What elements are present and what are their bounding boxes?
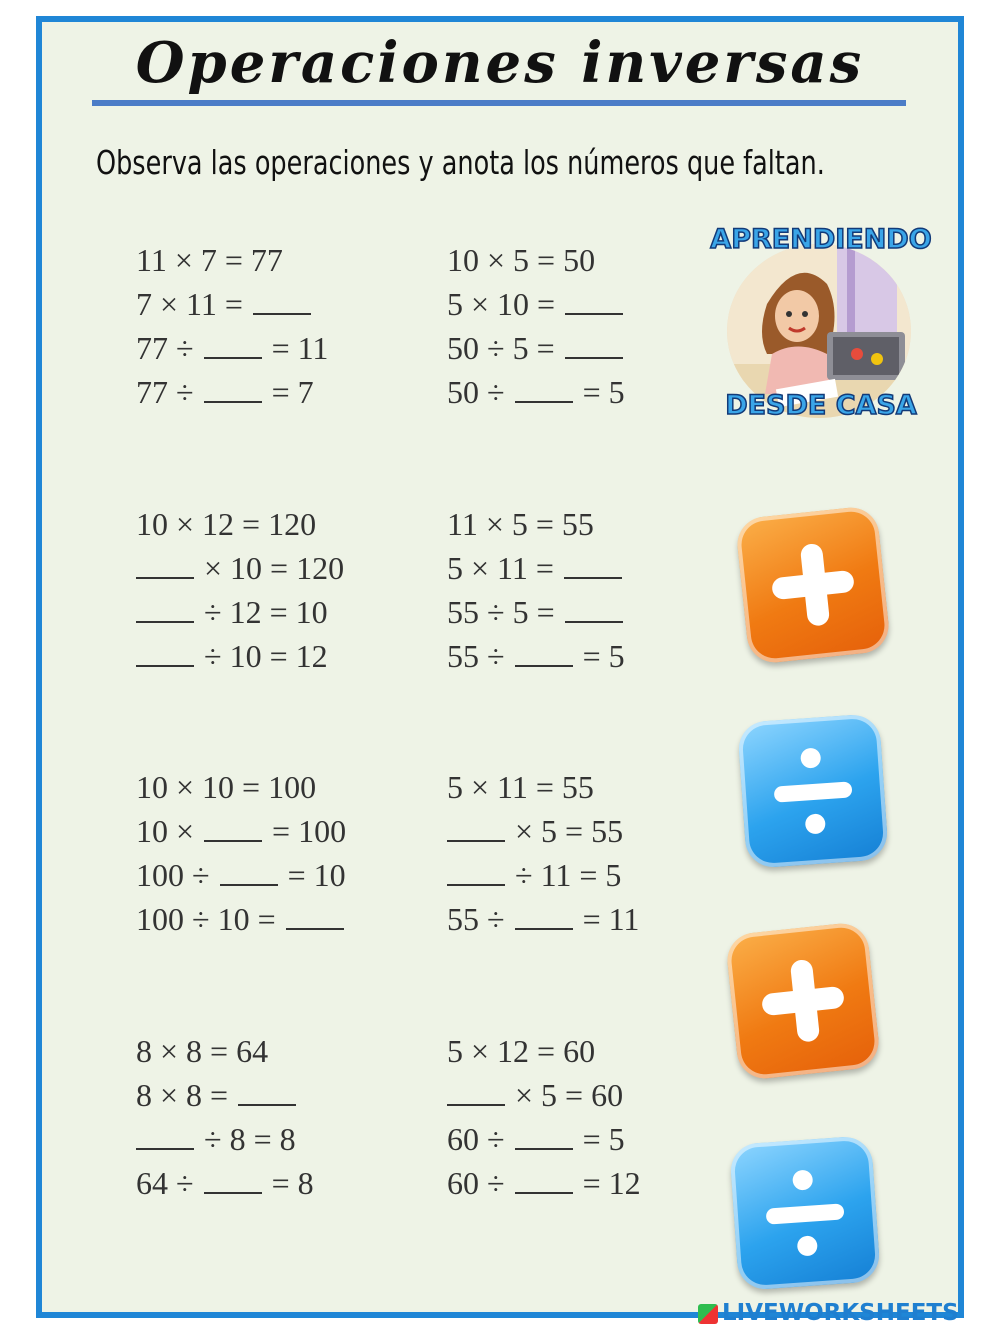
exercise-block bbox=[447, 502, 737, 678]
equation-text: ÷ 12 = 10 bbox=[204, 594, 328, 630]
equation-line bbox=[136, 370, 426, 414]
equation-text: × 5 = 55 bbox=[515, 813, 624, 849]
equation-text: = 5 bbox=[582, 1121, 625, 1157]
answer-blank[interactable] bbox=[565, 337, 623, 359]
equation-text: 64 ÷ bbox=[136, 1165, 194, 1201]
equation-text: 5 × 11 = 55 bbox=[447, 769, 594, 805]
equation-text: 5 × 10 = bbox=[447, 286, 556, 322]
given-equation bbox=[136, 238, 426, 282]
answer-blank[interactable] bbox=[136, 1128, 194, 1150]
given-equation bbox=[447, 1029, 737, 1073]
equation-text: 77 ÷ bbox=[136, 330, 194, 366]
equation-text: 100 ÷ 10 = bbox=[136, 901, 276, 937]
logo-bottom-text: DESDE CASA bbox=[725, 390, 917, 421]
watermark-text: LIVEWORKSHEETS bbox=[722, 1300, 959, 1326]
answer-blank[interactable] bbox=[238, 1084, 296, 1106]
answer-blank[interactable] bbox=[515, 645, 573, 667]
answer-blank[interactable] bbox=[515, 908, 573, 930]
answer-blank[interactable] bbox=[220, 864, 278, 886]
equation-line bbox=[136, 326, 426, 370]
equation-line bbox=[136, 897, 426, 941]
plus-icon bbox=[725, 921, 881, 1081]
answer-blank[interactable] bbox=[515, 381, 573, 403]
equation-line bbox=[447, 282, 737, 326]
divide-tile bbox=[729, 1135, 881, 1291]
given-equation bbox=[136, 502, 426, 546]
answer-blank[interactable] bbox=[286, 908, 344, 930]
given-equation bbox=[136, 765, 426, 809]
equation-line bbox=[447, 1073, 737, 1117]
divide-icon bbox=[729, 1135, 881, 1291]
equation-text: 10 × 12 = 120 bbox=[136, 506, 317, 542]
equation-text: 50 ÷ 5 = bbox=[447, 330, 555, 366]
answer-blank[interactable] bbox=[565, 293, 623, 315]
equation-text: 8 × 8 = bbox=[136, 1077, 229, 1113]
equation-text: = 11 bbox=[271, 330, 329, 366]
answer-blank[interactable] bbox=[136, 645, 194, 667]
equation-text: 100 ÷ bbox=[136, 857, 210, 893]
answer-blank[interactable] bbox=[565, 601, 623, 623]
equation-text: ÷ 11 = 5 bbox=[515, 857, 622, 893]
equation-text: 5 × 12 = 60 bbox=[447, 1033, 596, 1069]
aprendiendo-logo bbox=[705, 212, 937, 430]
equation-line bbox=[447, 853, 737, 897]
answer-blank[interactable] bbox=[447, 820, 505, 842]
equation-line bbox=[447, 634, 737, 678]
equation-line bbox=[136, 634, 426, 678]
equation-line bbox=[136, 282, 426, 326]
equation-line bbox=[136, 1161, 426, 1205]
page-title: Operaciones inversas bbox=[135, 30, 865, 96]
equation-text: = 100 bbox=[272, 813, 347, 849]
equation-text: = 5 bbox=[582, 638, 625, 674]
equation-text: 11 × 5 = 55 bbox=[447, 506, 594, 542]
exercise-block bbox=[447, 238, 737, 414]
equation-line bbox=[447, 590, 737, 634]
equation-line bbox=[447, 809, 737, 853]
answer-blank[interactable] bbox=[204, 381, 262, 403]
equation-text: 10 × bbox=[136, 813, 195, 849]
liveworksheets-logo-icon bbox=[698, 1304, 718, 1324]
equation-text: 60 ÷ bbox=[447, 1165, 505, 1201]
equation-text: × 10 = 120 bbox=[204, 550, 345, 586]
exercise-block bbox=[447, 1029, 737, 1205]
plus-tile bbox=[725, 921, 881, 1081]
answer-blank[interactable] bbox=[447, 1084, 505, 1106]
instruction-text: Observa las operaciones y anota los números que faltan. bbox=[96, 143, 825, 182]
equation-text: ÷ 8 = 8 bbox=[204, 1121, 296, 1157]
equation-line bbox=[447, 370, 737, 414]
equation-text: 60 ÷ bbox=[447, 1121, 505, 1157]
equation-line bbox=[447, 546, 737, 590]
equation-text: = 5 bbox=[582, 374, 625, 410]
given-equation bbox=[136, 1029, 426, 1073]
given-equation bbox=[447, 765, 737, 809]
equation-line bbox=[447, 897, 737, 941]
answer-blank[interactable] bbox=[204, 337, 262, 359]
plus-icon bbox=[735, 505, 891, 665]
answer-blank[interactable] bbox=[515, 1128, 573, 1150]
answer-blank[interactable] bbox=[204, 1172, 262, 1194]
equation-text: 77 ÷ bbox=[136, 374, 194, 410]
logo-top-text: APRENDIENDO bbox=[710, 224, 932, 255]
equation-text: 10 × 5 = 50 bbox=[447, 242, 596, 278]
equation-line bbox=[447, 326, 737, 370]
equation-line bbox=[447, 1161, 737, 1205]
equation-text: 10 × 10 = 100 bbox=[136, 769, 317, 805]
equation-line bbox=[447, 1117, 737, 1161]
equation-text: 5 × 11 = bbox=[447, 550, 554, 586]
equation-text: = 7 bbox=[271, 374, 314, 410]
exercise-block bbox=[136, 1029, 426, 1205]
equation-text: 11 × 7 = 77 bbox=[136, 242, 283, 278]
equation-line bbox=[136, 590, 426, 634]
answer-blank[interactable] bbox=[136, 557, 194, 579]
given-equation bbox=[447, 502, 737, 546]
answer-blank[interactable] bbox=[204, 820, 262, 842]
equation-text: 55 ÷ bbox=[447, 901, 505, 937]
answer-blank[interactable] bbox=[515, 1172, 573, 1194]
plus-tile bbox=[735, 505, 891, 665]
equation-text: 50 ÷ bbox=[447, 374, 505, 410]
equation-text: 55 ÷ bbox=[447, 638, 505, 674]
equation-text: × 5 = 60 bbox=[515, 1077, 624, 1113]
answer-blank[interactable] bbox=[253, 293, 311, 315]
equation-text: = 11 bbox=[582, 901, 640, 937]
equation-text: = 10 bbox=[287, 857, 346, 893]
liveworksheets-watermark bbox=[698, 1298, 998, 1328]
equation-line bbox=[136, 1117, 426, 1161]
divide-tile bbox=[737, 713, 889, 869]
answer-blank[interactable] bbox=[447, 864, 505, 886]
title-divider bbox=[92, 100, 906, 106]
equation-text: = 8 bbox=[271, 1165, 314, 1201]
exercise-block bbox=[136, 238, 426, 414]
exercise-block bbox=[447, 765, 737, 941]
equation-line bbox=[136, 853, 426, 897]
exercise-block bbox=[136, 765, 426, 941]
exercise-block bbox=[136, 502, 426, 678]
equation-text: = 12 bbox=[582, 1165, 641, 1201]
answer-blank[interactable] bbox=[564, 557, 622, 579]
equation-line bbox=[136, 809, 426, 853]
equation-line bbox=[136, 546, 426, 590]
equation-text: 8 × 8 = 64 bbox=[136, 1033, 269, 1069]
equation-line bbox=[136, 1073, 426, 1117]
equation-text: 55 ÷ 5 = bbox=[447, 594, 555, 630]
equation-text: ÷ 10 = 12 bbox=[204, 638, 328, 674]
answer-blank[interactable] bbox=[136, 601, 194, 623]
given-equation bbox=[447, 238, 737, 282]
equation-text: 7 × 11 = bbox=[136, 286, 243, 322]
divide-icon bbox=[737, 713, 889, 869]
